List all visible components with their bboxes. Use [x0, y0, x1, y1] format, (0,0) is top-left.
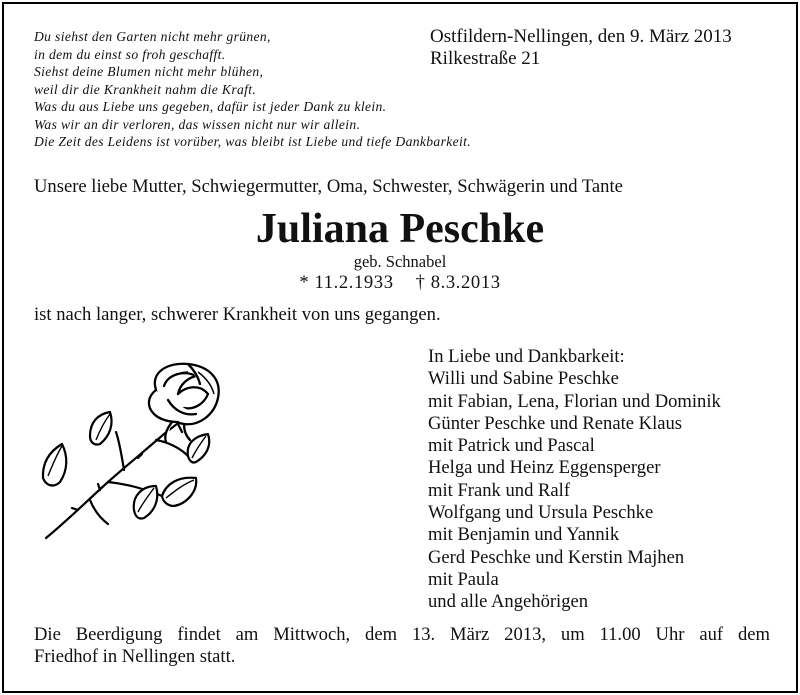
list-item: Günter Peschke und Renate Klaus — [428, 412, 683, 434]
poem-line: weil dir die Krankheit nahm die Kraft. — [34, 81, 257, 97]
death-date: † 8.3.2013 — [415, 272, 501, 293]
list-item: mit Patrick und Pascal — [428, 435, 595, 457]
list-item: mit Benjamin und Yannik — [428, 524, 620, 546]
list-item: und alle Angehörigen — [428, 591, 589, 613]
intro-text: Unsere liebe Mutter, Schwiegermutter, Oma, Schwester, Schwägerin und Tante — [34, 176, 623, 197]
funeral-line: Friedhof in Nellingen statt. — [34, 646, 236, 667]
address-line: Rilkestraße 21 — [430, 48, 541, 69]
list-item: Gerd Peschke und Kerstin Majhen — [428, 546, 685, 568]
poem-line: Was du aus Liebe uns gegeben, dafür ist jeder Dank zu klein. — [34, 99, 387, 114]
list-item: mit Paula — [428, 568, 499, 590]
poem-line: Die Zeit des Leidens ist vorüber, was bleibt ist Liebe und tiefe Dankbarkeit. — [34, 134, 471, 149]
place-date-line: Ostfildern-Nellingen, den 9. März 2013 — [430, 26, 732, 47]
list-item: In Liebe und Dankbarkeit: — [428, 346, 625, 367]
life-dates — [0, 272, 800, 294]
birth-date: * 11.2.1933 — [299, 272, 394, 293]
list-item: Willi und Sabine Peschke — [428, 368, 619, 390]
list-item: mit Fabian, Lena, Florian und Dominik — [428, 390, 721, 412]
funeral-line: Die Beerdigung findet am Mittwoch, dem 13. März 2013, um 11.00 Uhr auf dem — [34, 624, 770, 645]
list-item: Wolfgang und Ursula Peschke — [428, 502, 654, 524]
place-and-date — [430, 26, 780, 70]
deceased-name: Juliana Peschke — [255, 206, 545, 252]
poem-line: Du siehst den Garten nicht mehr grünen, — [34, 29, 271, 44]
poem-line: Was wir an dir verloren, das wissen nicht nur wir allein. — [34, 116, 361, 132]
maiden-name: geb. Schnabel — [353, 252, 447, 271]
list-item: mit Frank und Ralf — [428, 479, 571, 501]
poem-line: Siehst deine Blumen nicht mehr blühen, — [34, 64, 264, 79]
rose-icon — [38, 360, 228, 540]
passed-text: ist nach langer, schwerer Krankheit von uns gegangen. — [34, 304, 441, 325]
poem-line: in dem du einst so froh geschafft. — [34, 46, 226, 62]
mourners-list — [428, 346, 788, 614]
list-item: Helga und Heinz Eggensperger — [428, 457, 661, 479]
funeral-notice — [34, 624, 770, 668]
